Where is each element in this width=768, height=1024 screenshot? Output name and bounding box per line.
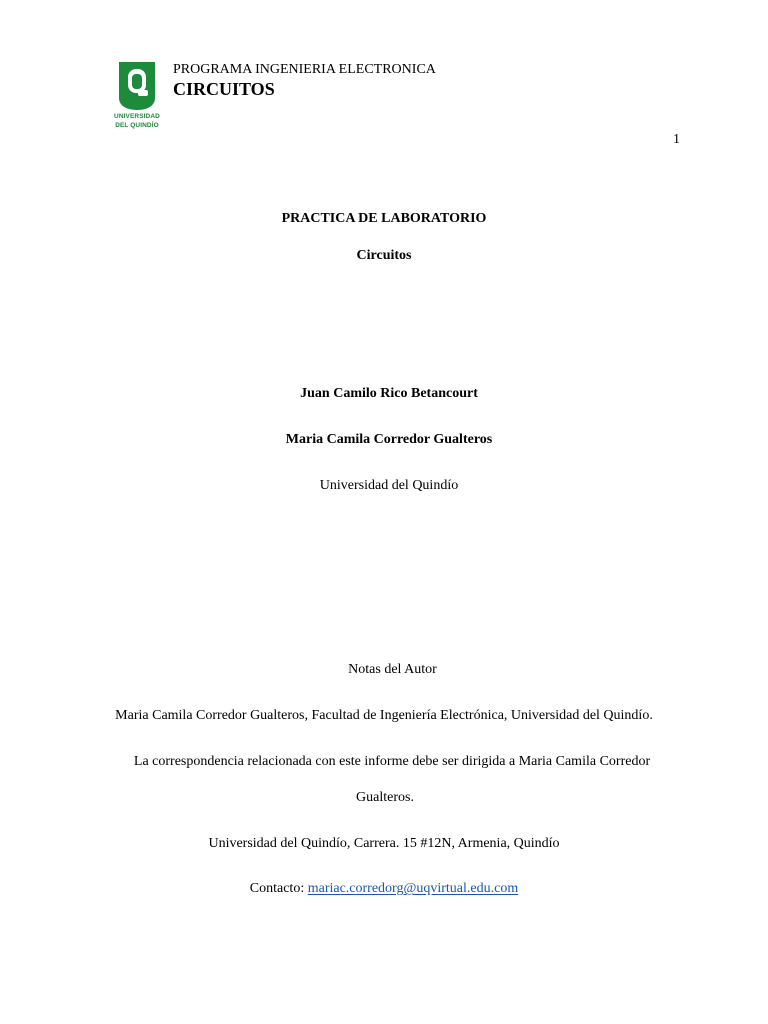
- author-notes-heading: Notas del Autor: [348, 662, 437, 677]
- university-logo-icon: [108, 60, 166, 112]
- contact-email-link[interactable]: mariac.corredorg@uqvirtual.edu.com: [307, 881, 519, 896]
- contact-line: [0, 880, 768, 898]
- author-name: Maria Camila Corredor Gualteros: [285, 432, 493, 447]
- document-subtitle: Circuitos: [356, 248, 412, 263]
- document-title: PRACTICA DE LABORATORIO: [281, 211, 487, 226]
- logo-text-line1: UNIVERSIDAD: [114, 113, 160, 120]
- correspondence-text-continued: Gualteros.: [356, 790, 414, 805]
- page-number: 1: [673, 132, 680, 147]
- mailing-address: Universidad del Quindío, Carrera. 15 #12N, Armenia, Quindío: [208, 836, 560, 851]
- course-name: CIRCUITOS: [173, 79, 275, 99]
- institution: Universidad del Quindío: [319, 478, 459, 493]
- contact-label: Contacto:: [249, 881, 305, 896]
- author-name: Juan Camilo Rico Betancourt: [300, 386, 478, 401]
- author-affiliation: Maria Camila Corredor Gualteros, Facultad de Ingeniería Electrónica, Universidad del Quindío.: [115, 708, 653, 723]
- correspondence-text: La correspondencia relacionada con este informe debe ser dirigida a Maria Camila Corredor: [133, 754, 651, 769]
- logo-text-line2: DEL QUINDÍO: [115, 122, 159, 129]
- program-name: PROGRAMA INGENIERIA ELECTRONICA: [173, 62, 436, 77]
